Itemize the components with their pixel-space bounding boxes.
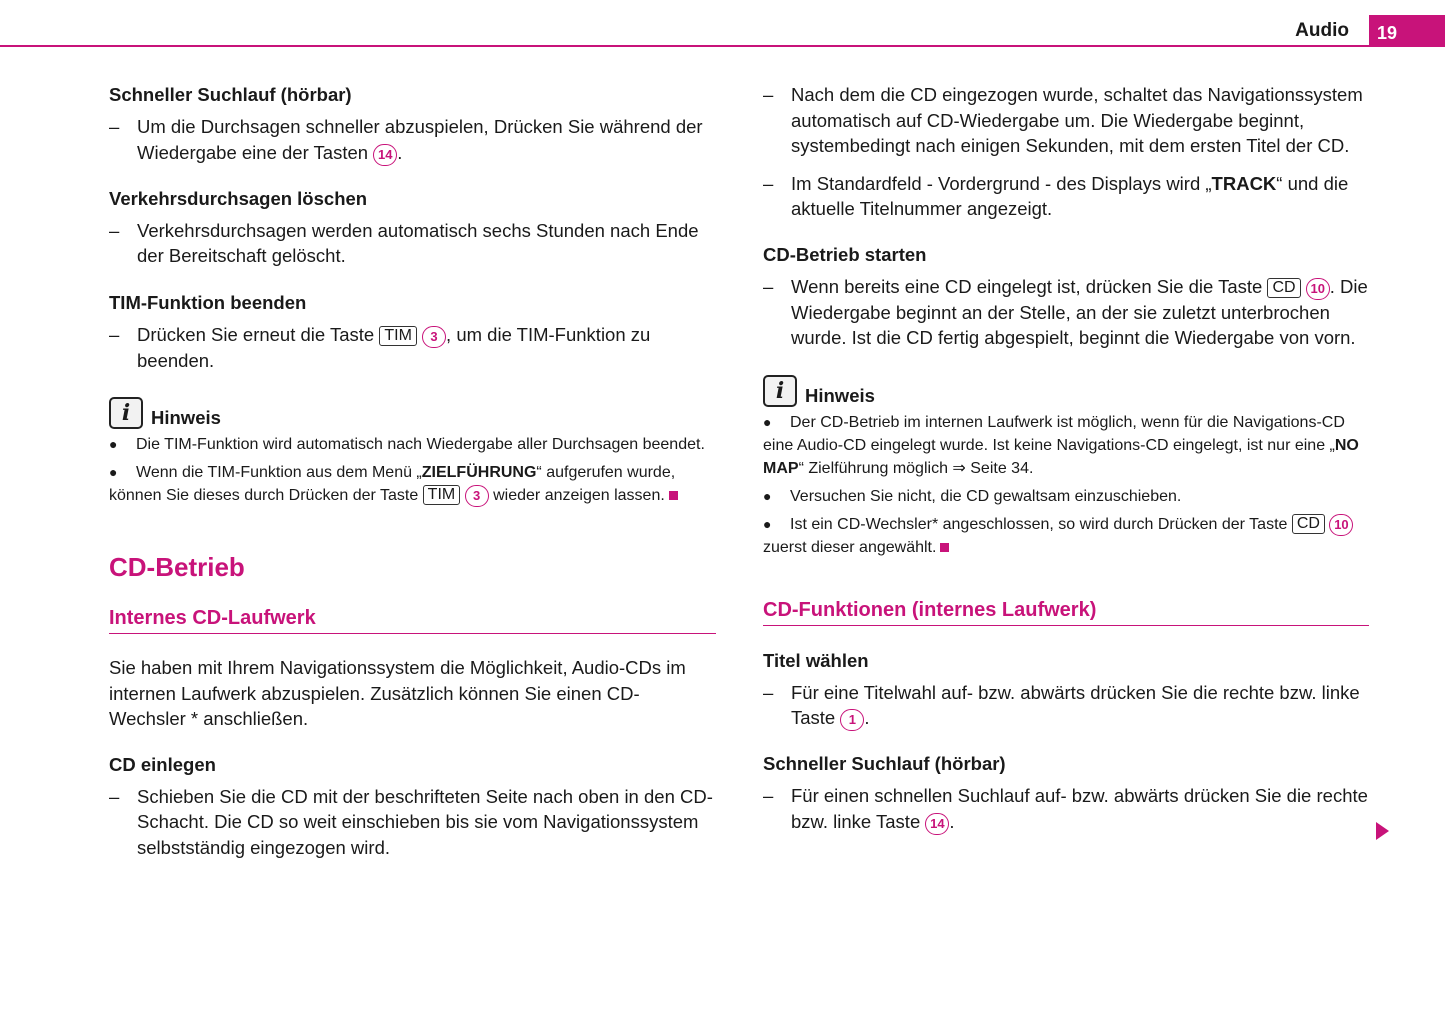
note-bullet: ● Die TIM-Funktion wird automatisch nach Wiedergabe aller Durchsagen beendet. — [109, 433, 716, 456]
note-bullet: ● Wenn die TIM-Funktion aus dem Menü „ZIELFÜHRUNG“ aufgerufen wurde, können Sie dieses durch Drücken der Taste TIM 3 wieder anzeigen lassen. — [109, 461, 716, 507]
bullet-icon: ● — [763, 487, 772, 504]
next-page-arrow-icon — [1376, 822, 1389, 840]
note-header — [763, 375, 1369, 407]
heading-title-select: Titel wählen — [763, 649, 869, 671]
control-number-badge: 10 — [1306, 278, 1330, 300]
dash-marker: – — [763, 84, 774, 105]
dash-marker: – — [763, 172, 774, 194]
heading-fast-search: Schneller Suchlauf (hörbar) — [763, 753, 1006, 774]
note-bullet: ● Der CD-Betrieb im internen Laufwerk ist möglich, wenn für die Navigations-CD eine Audio-CD eingelegt wurde. Ist keine Navigations-CD eingelegt, ist nur eine „NO MAP“ Zielführung möglich ⇒ Seite 34. — [763, 411, 1369, 480]
control-number-badge: 14 — [925, 813, 949, 835]
control-number-badge: 3 — [422, 326, 446, 348]
list-item: – Wenn bereits eine CD eingelegt ist, drücken Sie die Taste CD 10 . Die Wiedergabe beginnt an der Stelle, an der sie zuletzt unterbrochen wurde. Ist die CD fertig abgespielt, beginnt die Wiedergabe von vorn. — [763, 275, 1368, 348]
note-title: Hinweis — [151, 407, 221, 428]
heading-tim-end: TIM-Funktion beenden — [109, 291, 307, 313]
right-column — [763, 82, 1369, 835]
list-item: – Schieben Sie die CD mit der beschrifteten Seite nach oben in den CD-Schacht. Die CD so weit einschieben bis sie vom Navigationssystem selbstständig eingezogen wird. — [109, 785, 713, 858]
dash-marker: – — [109, 219, 120, 241]
list-item: – Nach dem die CD eingezogen wurde, schaltet das Navigationssystem automatisch auf CD-Wiedergabe um. Die Wiedergabe beginnt, systembedingt nach einigen Sekunden, mit dem ersten Titel der CD. — [763, 84, 1363, 156]
control-number-badge: 3 — [465, 485, 489, 507]
dash-marker: – — [763, 785, 774, 806]
info-icon: i — [763, 375, 797, 407]
note-header — [109, 397, 716, 429]
bullet-icon: ● — [109, 436, 118, 452]
list-item: – Im Standardfeld - Vordergrund - des Displays wird „TRACK“ und die aktuelle Titelnummer angezeigt. — [763, 172, 1349, 219]
heading-fast-search: Schneller Suchlauf (hörbar) — [109, 84, 352, 105]
section-title: CD-Funktionen (internes Laufwerk) — [763, 597, 1369, 626]
list-item: – Um die Durchsagen schneller abzuspielen, Drücken Sie während der Wiedergabe eine der Tasten 14 . — [109, 114, 716, 166]
left-column — [109, 82, 716, 860]
end-mark-icon — [940, 543, 949, 552]
cd-key: CD — [1267, 278, 1300, 298]
bullet-icon: ● — [763, 413, 772, 430]
tim-key: TIM — [379, 326, 417, 346]
heading-delete-announcements: Verkehrsdurchsagen löschen — [109, 187, 368, 209]
control-number-badge: 14 — [373, 144, 397, 166]
info-icon: i — [109, 397, 143, 429]
intro-paragraph: Sie haben mit Ihrem Navigationssystem die Möglichkeit, Audio-CDs im internen Laufwerk abzuspielen. Zusätzlich können Sie einen CD-Wechsler * anschließen. — [109, 657, 686, 729]
tim-key: TIM — [423, 485, 461, 505]
chapter-title: CD-Betrieb — [109, 552, 245, 582]
section-title: Internes CD-Laufwerk — [109, 605, 716, 634]
dash-marker: – — [109, 785, 120, 807]
list-item: – Für einen schnellen Suchlauf auf- bzw. abwärts drücken Sie die rechte bzw. linke Taste 14 . — [763, 783, 1369, 835]
list-item: – Drücken Sie erneut die Taste TIM 3 , um die TIM-Funktion zu beenden. — [109, 323, 651, 371]
header-rule — [0, 45, 1445, 47]
header-section-title: Audio — [1295, 20, 1349, 41]
dash-marker: – — [109, 116, 120, 137]
bullet-icon: ● — [763, 515, 772, 532]
heading-insert-cd: CD einlegen — [109, 753, 216, 775]
list-item: – Für eine Titelwahl auf- bzw. abwärts drücken Sie die rechte bzw. linke Taste 1 . — [763, 680, 1369, 732]
control-number-badge: 10 — [1329, 514, 1353, 536]
dash-marker: – — [763, 681, 774, 703]
dash-marker: – — [109, 323, 120, 345]
heading-cd-start: CD-Betrieb starten — [763, 243, 927, 265]
end-mark-icon — [669, 491, 678, 500]
note-bullet: ● Versuchen Sie nicht, die CD gewaltsam einzuschieben. — [763, 485, 1369, 508]
bullet-icon: ● — [109, 464, 118, 480]
dash-marker: – — [763, 275, 774, 297]
list-item: – Verkehrsdurchsagen werden automatisch sechs Stunden nach Ende der Bereitschaft gelöscht. — [109, 219, 699, 266]
note-title: Hinweis — [805, 384, 875, 406]
control-number-badge: 1 — [840, 709, 864, 731]
page-number: 19 — [1369, 15, 1445, 47]
cd-key: CD — [1292, 514, 1325, 534]
note-bullet: ● Ist ein CD-Wechsler* angeschlossen, so wird durch Drücken der Taste CD 10 zuerst dieser angewählt. — [763, 513, 1369, 559]
